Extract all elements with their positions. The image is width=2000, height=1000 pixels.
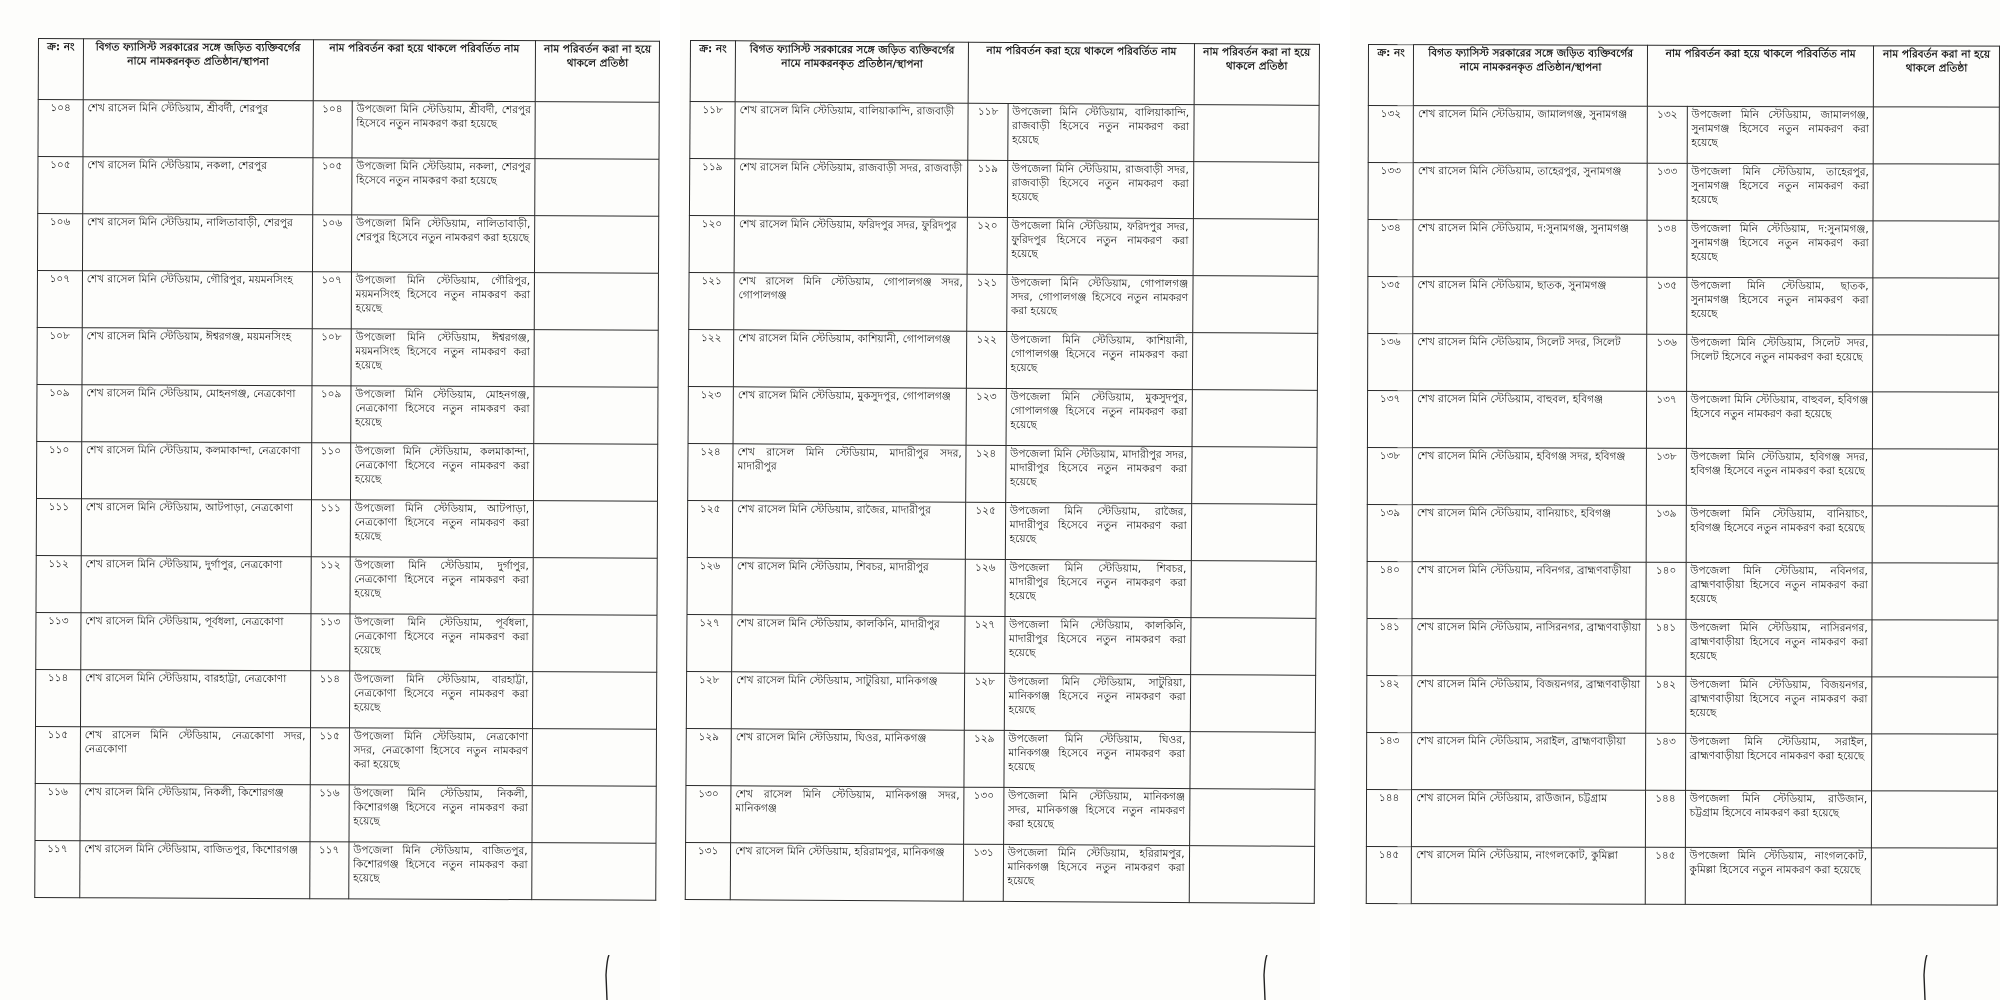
serial-cell: ১১৯	[689, 159, 734, 216]
old-name-cell: শেখ রাসেল মিনি স্টেডিয়াম, রাজবাড়ী সদর, রাজবাড়ী	[735, 159, 969, 217]
serial-cell: ১০৪	[38, 100, 83, 157]
serial-cell: ১৩৫	[1368, 277, 1413, 334]
old-name-cell: শেখ রাসেল মিনি স্টেডিয়াম, গৌরিপুর, ময়মনসিংহ	[82, 271, 312, 329]
old-name-cell: শেখ রাসেল মিনি স্টেডিয়াম, কালকিনি, মাদারীপুর	[732, 615, 966, 673]
header-serial: ক্র: নং	[1368, 45, 1413, 106]
old-name-cell: শেখ রাসেল মিনি স্টেডিয়াম, দ:সুনামগঞ্জ, সুনামগঞ্জ	[1413, 220, 1647, 278]
old-name-cell: শেখ রাসেল মিনি স্টেডিয়াম, মাদারীপুর সদর, মাদারীপুর	[733, 444, 967, 502]
unchanged-cell	[1873, 335, 1999, 392]
old-name-cell: শেখ রাসেল মিনি স্টেডিয়াম, ছাতক, সুনামগঞ্জ	[1413, 277, 1647, 335]
header-unchanged: নাম পরিবর্তন করা না হয়ে থাকলে প্রতিষ্ঠা	[1874, 46, 2000, 107]
serial-cell: ১২৫	[687, 500, 732, 557]
new-name-cell: উপজেলা মিনি স্টেডিয়াম, বানিয়াচং, হবিগঞ্জ হিসেবে নতুন নামকরণ করা হয়েছে	[1686, 505, 1873, 562]
new-name-cell: উপজেলা মিনি স্টেডিয়াম, বাহুবল, হবিগঞ্জ হিসেবে নতুন নামকরণ করা হয়েছে	[1686, 391, 1873, 448]
unchanged-cell	[1873, 107, 1999, 164]
new-name-cell: উপজেলা মিনি স্টেডিয়াম, বাজিতপুর, কিশোরগঞ্জ হিসেবে নতুন নামকরণ করা হয়েছে	[349, 842, 533, 900]
unchanged-cell	[1193, 162, 1319, 220]
table-row	[35, 783, 656, 843]
new-name-cell: উপজেলা মিনি স্টেডিয়াম, বারহাট্টা, নেত্রকোণা হিসেবে নতুন নামকরণ করা হয়েছে	[349, 671, 533, 729]
table-row	[37, 327, 658, 387]
unchanged-cell	[1191, 447, 1317, 505]
serial-cell-2: ১১৭	[309, 842, 348, 899]
serial-cell: ১১৪	[35, 669, 80, 726]
unchanged-cell	[1872, 620, 1998, 677]
unchanged-cell	[533, 615, 657, 673]
table-header-row	[38, 39, 659, 103]
renaming-table-3	[1366, 44, 2000, 906]
old-name-cell: শেখ রাসেল মিনি স্টেডিয়াম, বানিয়াচং, হবিগঞ্জ	[1412, 505, 1646, 563]
serial-cell-2: ১৩৮	[1646, 448, 1686, 505]
new-name-cell: উপজেলা মিনি স্টেডিয়াম, সিলেট সদর, সিলেট হিসেবে নতুন নামকরণ করা হয়েছে	[1686, 334, 1873, 391]
table-row	[1366, 846, 1997, 905]
serial-cell-2: ১০৫	[312, 158, 351, 215]
table-row	[688, 329, 1317, 390]
serial-cell: ১২৭	[687, 614, 732, 671]
serial-cell: ১২৯	[686, 728, 731, 785]
serial-cell: ১৪৪	[1366, 789, 1411, 846]
serial-cell: ১১০	[36, 441, 81, 498]
serial-cell: ১০৬	[37, 214, 82, 271]
new-name-cell: উপজেলা মিনি স্টেডিয়াম, নাসিরনগর, ব্রাহ্মণবাড়ীয়া হিসেবে নতুন নামকরণ করা হয়েছে	[1686, 619, 1873, 676]
document-page-3	[1350, 0, 2000, 1000]
serial-cell-2: ১০৬	[312, 215, 351, 272]
unchanged-cell	[534, 273, 658, 331]
renaming-table-2	[685, 40, 1320, 904]
unchanged-cell	[1192, 276, 1318, 334]
table-row	[37, 270, 658, 330]
unchanged-cell	[1190, 618, 1316, 676]
old-name-cell: শেখ রাসেল মিনি স্টেডিয়াম, নকলা, শেরপুর	[83, 157, 313, 215]
old-name-cell: শেখ রাসেল মিনি স্টেডিয়াম, বাহুবল, হবিগঞ্জ	[1413, 391, 1647, 449]
table-row	[36, 612, 657, 672]
old-name-cell: শেখ রাসেল মিনি স্টেডিয়াম, ঈশ্বরগঞ্জ, ময়মনসিংহ	[82, 328, 312, 386]
new-name-cell: উপজেলা মিনি স্টেডিয়াম, গোপালগঞ্জ সদর, গোপালগঞ্জ হিসেবে নতুন নামকরণ করা হয়েছে	[1006, 274, 1192, 332]
serial-cell-2: ১১৩	[310, 614, 349, 671]
serial-cell-2: ১৩৪	[1647, 220, 1687, 277]
table-row	[685, 842, 1314, 903]
unchanged-cell	[1873, 221, 1999, 278]
unchanged-cell	[1190, 675, 1316, 733]
serial-cell-2: ১১১	[311, 500, 350, 557]
serial-cell-2: ১২৫	[966, 502, 1006, 559]
pen-mark	[1922, 955, 1928, 1000]
new-name-cell: উপজেলা মিনি স্টেডিয়াম, ফরিদপুর সদর, ফুরিদপুর হিসেবে নতুন নামকরণ করা হয়েছে	[1007, 217, 1193, 275]
old-name-cell: শেখ রাসেল মিনি স্টেডিয়াম, মানিকগঞ্জ সদর, মানিকগঞ্জ	[731, 786, 965, 844]
unchanged-cell	[1872, 563, 1998, 620]
header-old-name: বিগত ফ্যাসিস্ট সরকারের সঙ্গে জড়িত ব্যক্তিবর্গের নামে নামকরনকৃত প্রতিষ্ঠান/স্থাপনা	[1414, 45, 1648, 107]
table-row	[1368, 163, 1999, 222]
unchanged-cell	[1872, 791, 1998, 848]
new-name-cell: উপজেলা মিনি স্টেডিয়াম, পূর্বধলা, নেত্রকোণা হিসেবে নতুন নামকরণ করা হয়েছে	[350, 614, 534, 672]
old-name-cell: শেখ রাসেল মিনি স্টেডিয়াম, বালিয়াকান্দি, রাজবাড়ী	[735, 102, 969, 160]
unchanged-cell	[1873, 392, 1999, 449]
serial-cell: ১২৪	[688, 443, 733, 500]
serial-cell-2: ১২০	[967, 217, 1007, 274]
old-name-cell: শেখ রাসেল মিনি স্টেডিয়াম, নবিনগর, ব্রাহ্মণবাড়ীয়া	[1412, 562, 1646, 620]
table-row	[37, 384, 658, 444]
serial-cell-2: ১৪৪	[1646, 790, 1686, 847]
old-name-cell: শেখ রাসেল মিনি স্টেডিয়াম, নালিতাবাড়ী, শেরপুর	[82, 214, 312, 272]
table-row	[686, 785, 1315, 846]
unchanged-cell	[1192, 390, 1318, 448]
table-row	[35, 726, 656, 786]
header-new-name: নাম পরিবর্তন করা হয়ে থাকলে পরিবর্তিত নাম	[1648, 45, 1874, 107]
table-header-row	[1368, 45, 1999, 108]
unchanged-cell	[535, 216, 659, 274]
table-row	[686, 671, 1315, 732]
serial-cell: ১১৭	[35, 840, 80, 897]
old-name-cell: শেখ রাসেল মিনি স্টেডিয়াম, হরিরামপুর, মানিকগঞ্জ	[730, 843, 964, 901]
unchanged-cell	[532, 843, 656, 901]
new-name-cell: উপজেলা মিনি স্টেডিয়াম, ঈশ্বরগঞ্জ, ময়মনসিংহ হিসেবে নতুন নামকরণ করা হয়েছে	[351, 329, 535, 387]
serial-cell-2: ১২৪	[966, 445, 1006, 502]
serial-cell-2: ১১০	[311, 443, 350, 500]
new-name-cell: উপজেলা মিনি স্টেডিয়াম, নেত্রকোণা সদর, নেত্রকোণা হিসেবে নতুন নামকরণ করা হয়েছে	[349, 728, 533, 786]
table-row	[1368, 220, 1999, 279]
new-name-cell: উপজেলা মিনি স্টেডিয়াম, রাজৈর, মাদারীপুর হিসেবে নতুন নামকরণ করা হয়েছে	[1005, 502, 1191, 560]
new-name-cell: উপজেলা মিনি স্টেডিয়াম, কাশিয়ানী, গোপালগঞ্জ হিসেবে নতুন নামকরণ করা হয়েছে	[1006, 331, 1192, 389]
serial-cell: ১৩৮	[1367, 447, 1412, 504]
table-row	[690, 102, 1319, 163]
new-name-cell: উপজেলা মিনি স্টেডিয়াম, হরিরামপুর, মানিকগঞ্জ হিসেবে নতুন নামকরণ করা হয়েছে	[1003, 844, 1189, 902]
unchanged-cell	[1191, 561, 1317, 619]
serial-cell: ১০৫	[38, 157, 83, 214]
serial-cell-2: ১১৫	[310, 728, 349, 785]
new-name-cell: উপজেলা মিনি স্টেডিয়াম, শিবচর, মাদারীপুর হিসেবে নতুন নামকরণ করা হয়েছে	[1005, 559, 1191, 617]
old-name-cell: শেখ রাসেল মিনি স্টেডিয়াম, রাউজান, চট্টগ্রাম	[1412, 790, 1646, 848]
new-name-cell: উপজেলা মিনি স্টেডিয়াম, মাদারীপুর সদর, মাদারীপুর হিসেবে নতুন নামকরণ করা হয়েছে	[1005, 445, 1191, 503]
new-name-cell: উপজেলা মিনি স্টেডিয়াম, নকলা, শেরপুর হিসেবে নতুন নামকরণ করা হয়েছে	[351, 158, 535, 216]
table-row	[36, 498, 657, 558]
unchanged-cell	[1192, 333, 1318, 391]
serial-cell: ১২৬	[687, 557, 732, 614]
new-name-cell: উপজেলা মিনি স্টেডিয়াম, ছাতক, সুনামগঞ্জ হিসেবে নতুন নামকরণ করা হয়েছে	[1686, 277, 1873, 334]
serial-cell-2: ১৩৬	[1647, 334, 1687, 391]
new-name-cell: উপজেলা মিনি স্টেডিয়াম, নবিনগর, ব্রাহ্মণবাড়ীয়া হিসেবে নতুন নামকরণ করা হয়েছে	[1686, 562, 1873, 619]
new-name-cell: উপজেলা মিনি স্টেডিয়াম, বালিয়াকান্দি, রাজবাড়ী হিসেবে নতুন নামকরণ করা হয়েছে	[1007, 103, 1193, 161]
serial-cell-2: ১৪৩	[1646, 733, 1686, 790]
serial-cell: ১১৫	[35, 726, 80, 783]
old-name-cell: শেখ রাসেল মিনি স্টেডিয়াম, মোহনগঞ্জ, নেত্রকোণা	[82, 385, 312, 443]
serial-cell-2: ১১৬	[310, 785, 349, 842]
new-name-cell: উপজেলা মিনি স্টেডিয়াম, ঘিওর, মানিকগঞ্জ হিসেবে নতুন নামকরণ করা হয়েছে	[1004, 730, 1190, 788]
serial-cell-2: ১৩২	[1647, 106, 1687, 163]
serial-cell-2: ১২৩	[966, 388, 1006, 445]
new-name-cell: উপজেলা মিনি স্টেডিয়াম, তাহেরপুর, সুনামগঞ্জ হিসেবে নতুন নামকরণ করা হয়েছে	[1687, 163, 1874, 220]
table-row	[1367, 447, 1998, 506]
new-name-cell: উপজেলা মিনি স্টেডিয়াম, বিজয়নগর, ব্রাহ্মণবাড়ীয়া হিসেবে নতুন নামকরণ করা হয়েছে	[1685, 676, 1872, 733]
table-row	[689, 272, 1318, 333]
old-name-cell: শেখ রাসেল মিনি স্টেডিয়াম, শিবচর, মাদারীপুর	[732, 558, 966, 616]
document-page-1	[0, 0, 660, 1000]
serial-cell-2: ১০৭	[312, 272, 351, 329]
new-name-cell: উপজেলা মিনি স্টেডিয়াম, দ:সুনামগঞ্জ, সুনামগঞ্জ হিসেবে নতুন নামকরণ করা হয়েছে	[1687, 220, 1874, 277]
new-name-cell: উপজেলা মিনি স্টেডিয়াম, কলমাকান্দা, নেত্রকোণা হিসেবে নতুন নামকরণ করা হয়েছে	[350, 443, 534, 501]
unchanged-cell	[533, 558, 657, 616]
table-row	[687, 557, 1316, 618]
serial-cell: ১৩১	[685, 842, 730, 899]
table-row	[1366, 789, 1997, 848]
serial-cell-2: ১০৮	[312, 329, 351, 386]
old-name-cell: শেখ রাসেল মিনি স্টেডিয়াম, ঘিওর, মানিকগঞ্জ	[731, 729, 965, 787]
header-unchanged: নাম পরিবর্তন করা না হয়ে থাকলে প্রতিষ্ঠা	[1194, 44, 1320, 106]
old-name-cell: শেখ রাসেল মিনি স্টেডিয়াম, নাংগলকোট, কুমিল্লা	[1411, 847, 1645, 905]
header-new-name: নাম পরিবর্তন করা হয়ে থাকলে পরিবর্তিত নাম	[313, 40, 536, 102]
unchanged-cell	[1872, 506, 1998, 563]
table-row	[1367, 732, 1998, 791]
serial-cell-2: ১৩৫	[1647, 277, 1687, 334]
header-old-name: বিগত ফ্যাসিস্ট সরকারের সঙ্গে জড়িত ব্যক্তিবর্গের নামে নামকরনকৃত প্রতিষ্ঠান/স্থাপনা	[83, 39, 313, 101]
serial-cell: ১৩২	[1368, 106, 1413, 163]
old-name-cell: শেখ রাসেল মিনি স্টেডিয়াম, জামালগঞ্জ, সুনামগঞ্জ	[1413, 106, 1647, 164]
serial-cell: ১০৭	[37, 270, 82, 327]
header-old-name: বিগত ফ্যাসিস্ট সরকারের সঙ্গে জড়িত ব্যক্তিবর্গের নামে নামকরনকৃত প্রতিষ্ঠান/স্থাপনা	[735, 41, 969, 103]
old-name-cell: শেখ রাসেল মিনি স্টেডিয়াম, সরাইল, ব্রাহ্মণবাড়ীয়া	[1412, 733, 1646, 791]
serial-cell: ১১৬	[35, 783, 80, 840]
table-row	[1368, 277, 1999, 336]
serial-cell-2: ১৩০	[964, 787, 1004, 844]
unchanged-cell	[1872, 677, 1998, 734]
old-name-cell: শেখ রাসেল মিনি স্টেডিয়াম, নিকলী, কিশোরগঞ্জ	[80, 784, 310, 842]
new-name-cell: উপজেলা মিনি স্টেডিয়াম, মানিকগঞ্জ সদর, মানিকগঞ্জ হিসেবে নতুন নামকরণ করা হয়েছে	[1003, 787, 1189, 845]
unchanged-cell	[1873, 278, 1999, 335]
old-name-cell: শেখ রাসেল মিনি স্টেডিয়াম, আটপাড়া, নেত্রকোণা	[81, 499, 311, 557]
serial-cell: ১৩৯	[1367, 504, 1412, 561]
new-name-cell: উপজেলা মিনি স্টেডিয়াম, দুর্গাপুর, নেত্রকোণা হিসেবে নতুন নামকরণ করা হয়েছে	[350, 557, 534, 615]
new-name-cell: উপজেলা মিনি স্টেডিয়াম, নিকলী, কিশোরগঞ্জ হিসেবে নতুন নামকরণ করা হয়েছে	[349, 785, 533, 843]
serial-cell: ১১২	[36, 555, 81, 612]
table-row	[37, 214, 658, 274]
new-name-cell: উপজেলা মিনি স্টেডিয়াম, মুকসুদপুর, গোপালগঞ্জ হিসেবে নতুন নামকরণ করা হয়েছে	[1006, 388, 1192, 446]
unchanged-cell	[1193, 105, 1319, 163]
serial-cell: ১০৮	[37, 327, 82, 384]
serial-cell-2: ১৪২	[1646, 676, 1686, 733]
serial-cell: ১৩৩	[1368, 163, 1413, 220]
table-row	[35, 669, 656, 729]
unchanged-cell	[533, 501, 657, 559]
header-serial: ক্র: নং	[38, 39, 83, 100]
old-name-cell: শেখ রাসেল মিনি স্টেডিয়াম, হবিগঞ্জ সদর, হবিগঞ্জ	[1412, 448, 1646, 506]
table-row	[1367, 675, 1998, 734]
unchanged-cell	[1872, 734, 1998, 791]
serial-cell-2: ১০৯	[311, 386, 350, 443]
serial-cell-2: ১১৮	[968, 103, 1008, 160]
serial-cell: ১৩৪	[1368, 220, 1413, 277]
new-name-cell: উপজেলা মিনি স্টেডিয়াম, কালকিনি, মাদারীপুর হিসেবে নতুন নামকরণ করা হয়েছে	[1004, 616, 1190, 674]
new-name-cell: উপজেলা মিনি স্টেডিয়াম, মোহনগঞ্জ, নেত্রকোণা হিসেবে নতুন নামকরণ করা হয়েছে	[351, 386, 535, 444]
header-unchanged: নাম পরিবর্তন করা না হয়ে থাকলে প্রতিষ্ঠা	[535, 41, 659, 103]
old-name-cell: শেখ রাসেল মিনি স্টেডিয়াম, সাটুরিয়া, মানিকগঞ্জ	[731, 672, 965, 730]
new-name-cell: উপজেলা মিনি স্টেডিয়াম, সরাইল, ব্রাহ্মণবাড়ীয়া হিসেবে নামকরণ করা হয়েছে	[1685, 733, 1872, 790]
new-name-cell: উপজেলা মিনি স্টেডিয়াম, গৌরিপুর, ময়মনসিংহ হিসেবে নতুন নামকরণ করা হয়েছে	[351, 272, 535, 330]
unchanged-cell	[1190, 732, 1316, 790]
serial-cell: ১১৩	[36, 612, 81, 669]
serial-cell: ১২০	[689, 215, 734, 272]
serial-cell: ১৪৫	[1366, 846, 1411, 903]
old-name-cell: শেখ রাসেল মিনি স্টেডিয়াম, মুকসুদপুর, গোপালগঞ্জ	[733, 387, 967, 445]
serial-cell-2: ১১৯	[968, 160, 1008, 217]
unchanged-cell	[532, 786, 656, 844]
serial-cell-2: ১২২	[967, 331, 1007, 388]
serial-cell: ১৩৭	[1367, 391, 1412, 448]
renaming-table-1	[34, 38, 660, 901]
serial-cell-2: ১২৯	[964, 730, 1004, 787]
old-name-cell: শেখ রাসেল মিনি স্টেডিয়াম, শ্রীবর্দী, শেরপুর	[83, 100, 313, 158]
serial-cell: ১০৯	[37, 384, 82, 441]
serial-cell-2: ১৩৩	[1647, 163, 1687, 220]
serial-cell-2: ১০৪	[313, 101, 352, 158]
serial-cell: ১১১	[36, 498, 81, 555]
old-name-cell: শেখ রাসেল মিনি স্টেডিয়াম, দুর্গাপুর, নেত্রকোণা	[81, 556, 311, 614]
serial-cell-2: ১২৬	[965, 559, 1005, 616]
header-new-name: নাম পরিবর্তন করা হয়ে থাকলে পরিবর্তিত নাম	[968, 42, 1194, 104]
unchanged-cell	[1193, 219, 1319, 277]
serial-cell-2: ১৪০	[1646, 562, 1686, 619]
table-row	[36, 441, 657, 501]
old-name-cell: শেখ রাসেল মিনি স্টেডিয়াম, কলমাকান্দা, নেত্রকোণা	[81, 442, 311, 500]
new-name-cell: উপজেলা মিনি স্টেডিয়াম, নাংগলকোট, কুমিল্লা হিসেবে নতুন নামকরণ করা হয়েছে	[1685, 847, 1872, 904]
table-row	[36, 555, 657, 615]
header-serial: ক্র: নং	[690, 41, 735, 102]
serial-cell: ১৪২	[1367, 675, 1412, 732]
serial-cell: ১২৮	[686, 671, 731, 728]
serial-cell-2: ১৪৫	[1645, 847, 1685, 904]
unchanged-cell	[534, 444, 658, 502]
old-name-cell: শেখ রাসেল মিনি স্টেডিয়াম, কাশিয়ানী, গোপালগঞ্জ	[733, 330, 967, 388]
new-name-cell: উপজেলা মিনি স্টেডিয়াম, হবিগঞ্জ সদর, হবিগঞ্জ হিসেবে নতুন নামকরণ করা হয়েছে	[1686, 448, 1873, 505]
table-row	[689, 159, 1318, 220]
old-name-cell: শেখ রাসেল মিনি স্টেডিয়াম, রাজৈর, মাদারীপুর	[732, 501, 966, 559]
unchanged-cell	[1871, 848, 1997, 905]
unchanged-cell	[532, 729, 656, 787]
unchanged-cell	[1189, 846, 1315, 904]
old-name-cell: শেখ রাসেল মিনি স্টেডিয়াম, বাজিতপুর, কিশোরগঞ্জ	[80, 841, 310, 899]
serial-cell-2: ১৪১	[1646, 619, 1686, 676]
unchanged-cell	[1873, 164, 1999, 221]
table-row	[687, 500, 1316, 561]
new-name-cell: উপজেলা মিনি স্টেডিয়াম, সাটুরিয়া, মানিকগঞ্জ হিসেবে নতুন নামকরণ করা হয়েছে	[1004, 673, 1190, 731]
table-row	[1367, 391, 1998, 450]
new-name-cell: উপজেলা মিনি স্টেডিয়াম, রাউজান, চট্টগ্রাম হিসেবে নামকরণ করা হয়েছে	[1685, 790, 1872, 847]
new-name-cell: উপজেলা মিনি স্টেডিয়াম, রাজবাড়ী সদর, রাজবাড়ী হিসেবে নতুন নামকরণ করা হয়েছে	[1007, 160, 1193, 218]
table-header-row	[690, 41, 1319, 106]
serial-cell-2: ১২৭	[965, 616, 1005, 673]
old-name-cell: শেখ রাসেল মিনি স্টেডিয়াম, ফরিদপুর সদর, ফুরিদপুর	[734, 216, 968, 274]
old-name-cell: শেখ রাসেল মিনি স্টেডিয়াম, নাসিরনগর, ব্রাহ্মণবাড়ীয়া	[1412, 619, 1646, 677]
unchanged-cell	[535, 102, 659, 160]
table-row	[1367, 618, 1998, 677]
unchanged-cell	[1872, 449, 1998, 506]
serial-cell-2: ১৩১	[964, 844, 1004, 901]
serial-cell: ১২২	[688, 329, 733, 386]
serial-cell: ১৪১	[1367, 618, 1412, 675]
old-name-cell: শেখ রাসেল মিনি স্টেডিয়াম, নেত্রকোণা সদর, নেত্রকোণা	[80, 727, 310, 785]
serial-cell-2: ১৩৯	[1646, 505, 1686, 562]
table-row	[688, 443, 1317, 504]
unchanged-cell	[1191, 504, 1317, 562]
new-name-cell: উপজেলা মিনি স্টেডিয়াম, জামালগঞ্জ, সুনামগঞ্জ হিসেবে নতুন নামকরণ করা হয়েছে	[1687, 106, 1874, 163]
serial-cell: ১১৮	[690, 102, 735, 159]
serial-cell-2: ১২১	[967, 274, 1007, 331]
pen-mark	[604, 955, 610, 1000]
old-name-cell: শেখ রাসেল মিনি স্টেডিয়াম, পূর্বধলা, নেত্রকোণা	[81, 613, 311, 671]
serial-cell-2: ১২৮	[965, 673, 1005, 730]
pen-mark	[1262, 955, 1268, 1000]
table-row	[688, 386, 1317, 447]
serial-cell-2: ১১২	[311, 557, 350, 614]
table-row	[1367, 561, 1998, 620]
old-name-cell: শেখ রাসেল মিনি স্টেডিয়াম, সিলেট সদর, সিলেট	[1413, 334, 1647, 392]
table-row	[38, 100, 659, 160]
unchanged-cell	[1189, 789, 1315, 847]
serial-cell: ১৪০	[1367, 561, 1412, 618]
new-name-cell: উপজেলা মিনি স্টেডিয়াম, নালিতাবাড়ী, শেরপুর হিসেবে নতুন নামকরণ করা হয়েছে	[351, 215, 535, 273]
old-name-cell: শেখ রাসেল মিনি স্টেডিয়াম, বারহাট্টা, নেত্রকোণা	[80, 670, 310, 728]
serial-cell: ১৩৬	[1368, 334, 1413, 391]
unchanged-cell	[533, 672, 657, 730]
new-name-cell: উপজেলা মিনি স্টেডিয়াম, আটপাড়া, নেত্রকোণা হিসেবে নতুন নামকরণ করা হয়েছে	[350, 500, 534, 558]
old-name-cell: শেখ রাসেল মিনি স্টেডিয়াম, বিজয়নগর, ব্রাহ্মণবাড়ীয়া	[1412, 676, 1646, 734]
serial-cell-2: ১৩৭	[1647, 391, 1687, 448]
unchanged-cell	[535, 159, 659, 217]
serial-cell: ১২১	[689, 272, 734, 329]
new-name-cell: উপজেলা মিনি স্টেডিয়াম, শ্রীবর্দী, শেরপুর হিসেবে নতুন নামকরণ করা হয়েছে	[352, 101, 536, 159]
unchanged-cell	[534, 330, 658, 388]
serial-cell-2: ১১৪	[310, 671, 349, 728]
table-row	[38, 157, 659, 217]
serial-cell: ১৪৩	[1367, 732, 1412, 789]
table-row	[1367, 504, 1998, 563]
table-row	[1368, 106, 1999, 165]
table-row	[686, 728, 1315, 789]
old-name-cell: শেখ রাসেল মিনি স্টেডিয়াম, তাহেরপুর, সুনামগঞ্জ	[1413, 163, 1647, 221]
table-row	[687, 614, 1316, 675]
table-row	[1368, 334, 1999, 393]
table-row	[689, 215, 1318, 276]
document-page-2	[680, 0, 1320, 1000]
unchanged-cell	[534, 387, 658, 445]
serial-cell: ১৩০	[686, 785, 731, 842]
table-row	[35, 840, 656, 900]
old-name-cell: শেখ রাসেল মিনি স্টেডিয়াম, গোপালগঞ্জ সদর, গোপালগঞ্জ	[734, 273, 968, 331]
serial-cell: ১২৩	[688, 386, 733, 443]
